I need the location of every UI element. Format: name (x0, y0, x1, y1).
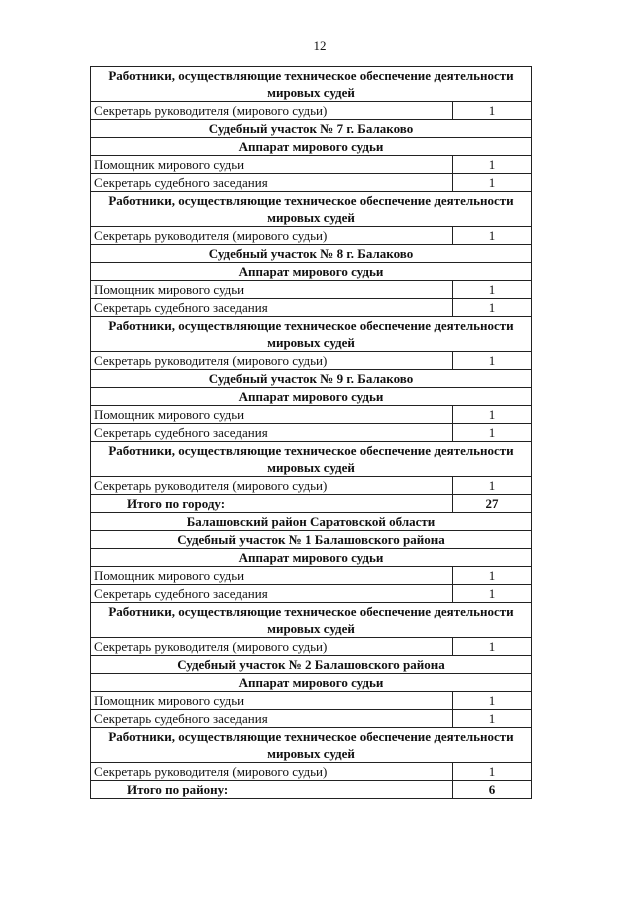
section-header: Судебный участок № 1 Балашовского района (91, 531, 532, 549)
position-count: 1 (453, 692, 532, 710)
position-count: 1 (453, 174, 532, 192)
section-header-row (91, 513, 532, 531)
section-header: Аппарат мирового судьи (91, 138, 532, 156)
section-header: Судебный участок № 7 г. Балаково (91, 120, 532, 138)
position-count: 1 (453, 406, 532, 424)
total-label: Итого по городу: (91, 495, 453, 513)
position-row (91, 585, 532, 603)
position-row (91, 567, 532, 585)
section-header-row (91, 549, 532, 567)
section-header: Работники, осуществляющие техническое обеспечение деятельности мировых судей (91, 317, 532, 352)
position-count: 1 (453, 352, 532, 370)
position-count: 1 (453, 585, 532, 603)
position-count: 1 (453, 299, 532, 317)
position-row (91, 299, 532, 317)
position-count: 1 (453, 567, 532, 585)
section-header: Работники, осуществляющие техническое обеспечение деятельности мировых судей (91, 192, 532, 227)
section-header: Аппарат мирового судьи (91, 549, 532, 567)
section-header: Судебный участок № 9 г. Балаково (91, 370, 532, 388)
section-header-row (91, 192, 532, 227)
position-count: 1 (453, 156, 532, 174)
section-header: Работники, осуществляющие техническое обеспечение деятельности мировых судей (91, 442, 532, 477)
position-count: 1 (453, 477, 532, 495)
position-row (91, 156, 532, 174)
position-row (91, 227, 532, 245)
total-count: 27 (453, 495, 532, 513)
section-header-row (91, 370, 532, 388)
section-header-row (91, 656, 532, 674)
position-name: Помощник мирового судьи (91, 567, 453, 585)
position-name: Помощник мирового судьи (91, 156, 453, 174)
position-count: 1 (453, 763, 532, 781)
position-name: Секретарь судебного заседания (91, 299, 453, 317)
position-row (91, 352, 532, 370)
position-name: Секретарь руководителя (мирового судьи) (91, 477, 453, 495)
position-name: Секретарь руководителя (мирового судьи) (91, 352, 453, 370)
section-header-row (91, 603, 532, 638)
position-row (91, 174, 532, 192)
position-count: 1 (453, 424, 532, 442)
staffing-table-body (91, 67, 532, 799)
position-row (91, 424, 532, 442)
position-name: Секретарь судебного заседания (91, 585, 453, 603)
section-header-row (91, 388, 532, 406)
section-header-row (91, 263, 532, 281)
section-header-row (91, 442, 532, 477)
total-count: 6 (453, 781, 532, 799)
position-row (91, 710, 532, 728)
position-row (91, 763, 532, 781)
position-name: Помощник мирового судьи (91, 281, 453, 299)
total-row (91, 495, 532, 513)
section-header: Работники, осуществляющие техническое обеспечение деятельности мировых судей (91, 603, 532, 638)
total-label: Итого по району: (91, 781, 453, 799)
position-name: Секретарь судебного заседания (91, 174, 453, 192)
total-row (91, 781, 532, 799)
position-count: 1 (453, 227, 532, 245)
section-header: Работники, осуществляющие техническое обеспечение деятельности мировых судей (91, 728, 532, 763)
position-count: 1 (453, 102, 532, 120)
position-name: Секретарь судебного заседания (91, 424, 453, 442)
position-name: Секретарь руководителя (мирового судьи) (91, 102, 453, 120)
section-header: Балашовский район Саратовской области (91, 513, 532, 531)
position-name: Секретарь руководителя (мирового судьи) (91, 227, 453, 245)
section-header-row (91, 67, 532, 102)
position-row (91, 102, 532, 120)
section-header-row (91, 317, 532, 352)
section-header-row (91, 120, 532, 138)
section-header-row (91, 728, 532, 763)
position-row (91, 406, 532, 424)
position-count: 1 (453, 710, 532, 728)
position-row (91, 477, 532, 495)
position-count: 1 (453, 281, 532, 299)
position-count: 1 (453, 638, 532, 656)
position-name: Помощник мирового судьи (91, 406, 453, 424)
position-row (91, 638, 532, 656)
section-header: Аппарат мирового судьи (91, 674, 532, 692)
position-name: Секретарь руководителя (мирового судьи) (91, 638, 453, 656)
position-row (91, 281, 532, 299)
section-header-row (91, 674, 532, 692)
staffing-table (90, 66, 532, 799)
section-header: Работники, осуществляющие техническое обеспечение деятельности мировых судей (91, 67, 532, 102)
section-header: Судебный участок № 2 Балашовского района (91, 656, 532, 674)
position-row (91, 692, 532, 710)
section-header: Аппарат мирового судьи (91, 388, 532, 406)
section-header: Судебный участок № 8 г. Балаково (91, 245, 532, 263)
section-header-row (91, 138, 532, 156)
section-header-row (91, 531, 532, 549)
section-header: Аппарат мирового судьи (91, 263, 532, 281)
page-number: 12 (313, 38, 327, 53)
position-name: Помощник мирового судьи (91, 692, 453, 710)
section-header-row (91, 245, 532, 263)
position-name: Секретарь судебного заседания (91, 710, 453, 728)
position-name: Секретарь руководителя (мирового судьи) (91, 763, 453, 781)
